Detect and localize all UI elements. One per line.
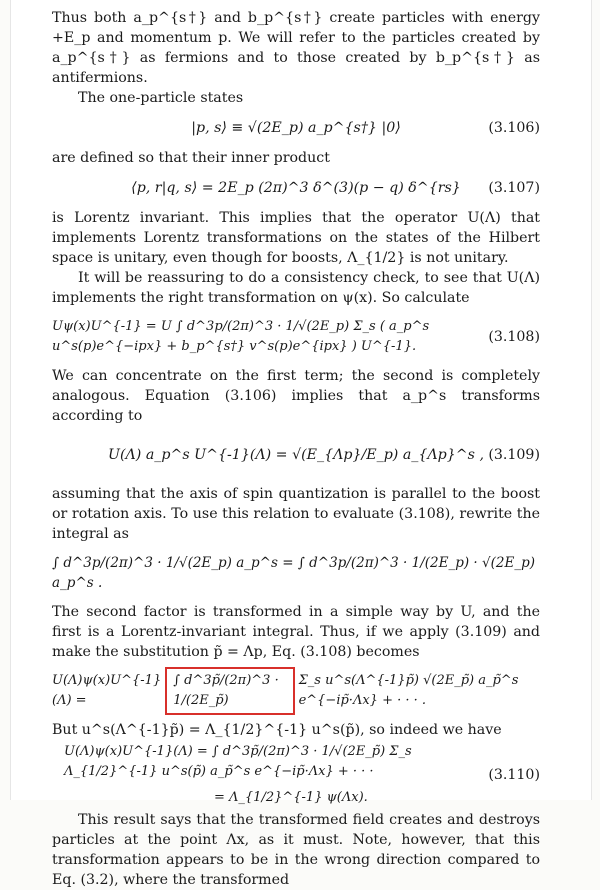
highlighted-measure: ∫ d^3p̃/(2π)^3 · 1/(2E_p̃) <box>173 673 279 708</box>
equation-body <box>52 667 540 715</box>
equation-3-109 <box>52 426 540 484</box>
paragraph-8: The second factor is transformed in a simple way by U, and the first is a Lorentz-invariant integral. Thus, if we apply (3.109) and make the substitution p̃ = Λp, Eq. (3.108) becomes <box>52 604 540 660</box>
equation-body: |p, s⟩ ≡ √(2E_p) a_p^{s†} |0⟩ <box>191 120 401 136</box>
paragraph-10: This result says that the transformed field creates and destroys particles at the point Λx, as it must. Note, however, that this transformation appears to be in the wrong direction compared to Eq. (3.2), where the transformed <box>52 812 540 888</box>
paragraph-2: The one-particle states <box>78 90 244 106</box>
paragraph-4: is Lorentz invariant. This implies that the operator U(Λ) that implements Lorentz transformations on the states of the Hilbert space is unitary, even though for boosts, Λ_{1/2} is not unitary. <box>52 210 540 266</box>
paragraph-7: assuming that the axis of spin quantization is parallel to the boost or rotation axis. To use this relation to evaluate (3.108), rewrite the integral as <box>52 486 540 542</box>
paragraph-6: We can concentrate on the first term; the second is completely analogous. Equation (3.106) implies that a_p^s transforms according to <box>52 368 540 424</box>
equation-line-2: = Λ_{1/2}^{-1} ψ(Λx). <box>214 790 368 805</box>
equation-rhs: Σ_s u^s(Λ^{-1}p̃) √(2E_p̃) a_p̃^s e^{−ip̃·Λx} + · · · . <box>298 673 519 708</box>
equation-body: U(Λ)ψ(x)U^{-1}(Λ) = ∫ d^3p̃/(2π)^3 · 1/√(2E_p̃) Σ_s Λ_{1/2}^{-1} u^s(p̃) a_p̃^s e^{−ip̃·Λx} + · · · <box>64 744 412 779</box>
equation-body: ⟨p, r|q, s⟩ = 2E_p (2π)^3 δ^(3)(p − q) δ^{rs} <box>131 180 461 196</box>
equation-number: (3.106) <box>488 120 540 136</box>
equation-body: ∫ d^3p/(2π)^3 · 1/√(2E_p) a_p^s = ∫ d^3p/(2π)^3 · 1/(2E_p) · √(2E_p) a_p^s . <box>52 555 535 591</box>
equation-number: (3.108) <box>488 329 540 345</box>
equation-lhs: U(Λ)ψ(x)U^{-1}(Λ) = <box>52 673 162 708</box>
equation-number: (3.107) <box>488 180 540 196</box>
paragraph-1: Thus both a_p^{s†} and b_p^{s†} create particles with energy +E_p and momentum p. We will refer to the particles created by a_p^{s†} as fermions and to those created by b_p^{s†} as antifermions. <box>52 10 540 86</box>
equation-number: (3.110) <box>488 767 540 783</box>
highlight-box <box>165 667 294 715</box>
paragraph-9: But u^s(Λ^{-1}p̃) = Λ_{1/2}^{-1} u^s(p̃), so indeed we have <box>52 722 502 738</box>
equation-rewrite <box>52 544 540 602</box>
equation-3-108 <box>52 308 540 366</box>
equation-body: U(Λ) a_p^s U^{-1}(Λ) = √(E_{Λp}/E_p) a_{Λp}^s , <box>108 447 484 463</box>
equation-number: (3.109) <box>488 447 540 463</box>
equation-3-107 <box>52 168 540 208</box>
document-page <box>52 8 540 890</box>
paragraph-5: It will be reassuring to do a consistency check, to see that U(Λ) implements the right transformation on ψ(x). So calculate <box>52 270 540 306</box>
paragraph-3: are defined so that their inner product <box>52 150 330 166</box>
equation-3-106 <box>52 108 540 148</box>
equation-body: Uψ(x)U^{-1} = U ∫ d^3p/(2π)^3 · 1/√(2E_p) Σ_s ( a_p^s u^s(p)e^{−ipx} + b_p^{s†} v^s(p)e^{ipx} ) U^{-1}. <box>52 319 430 354</box>
equation-becomes <box>52 662 540 720</box>
